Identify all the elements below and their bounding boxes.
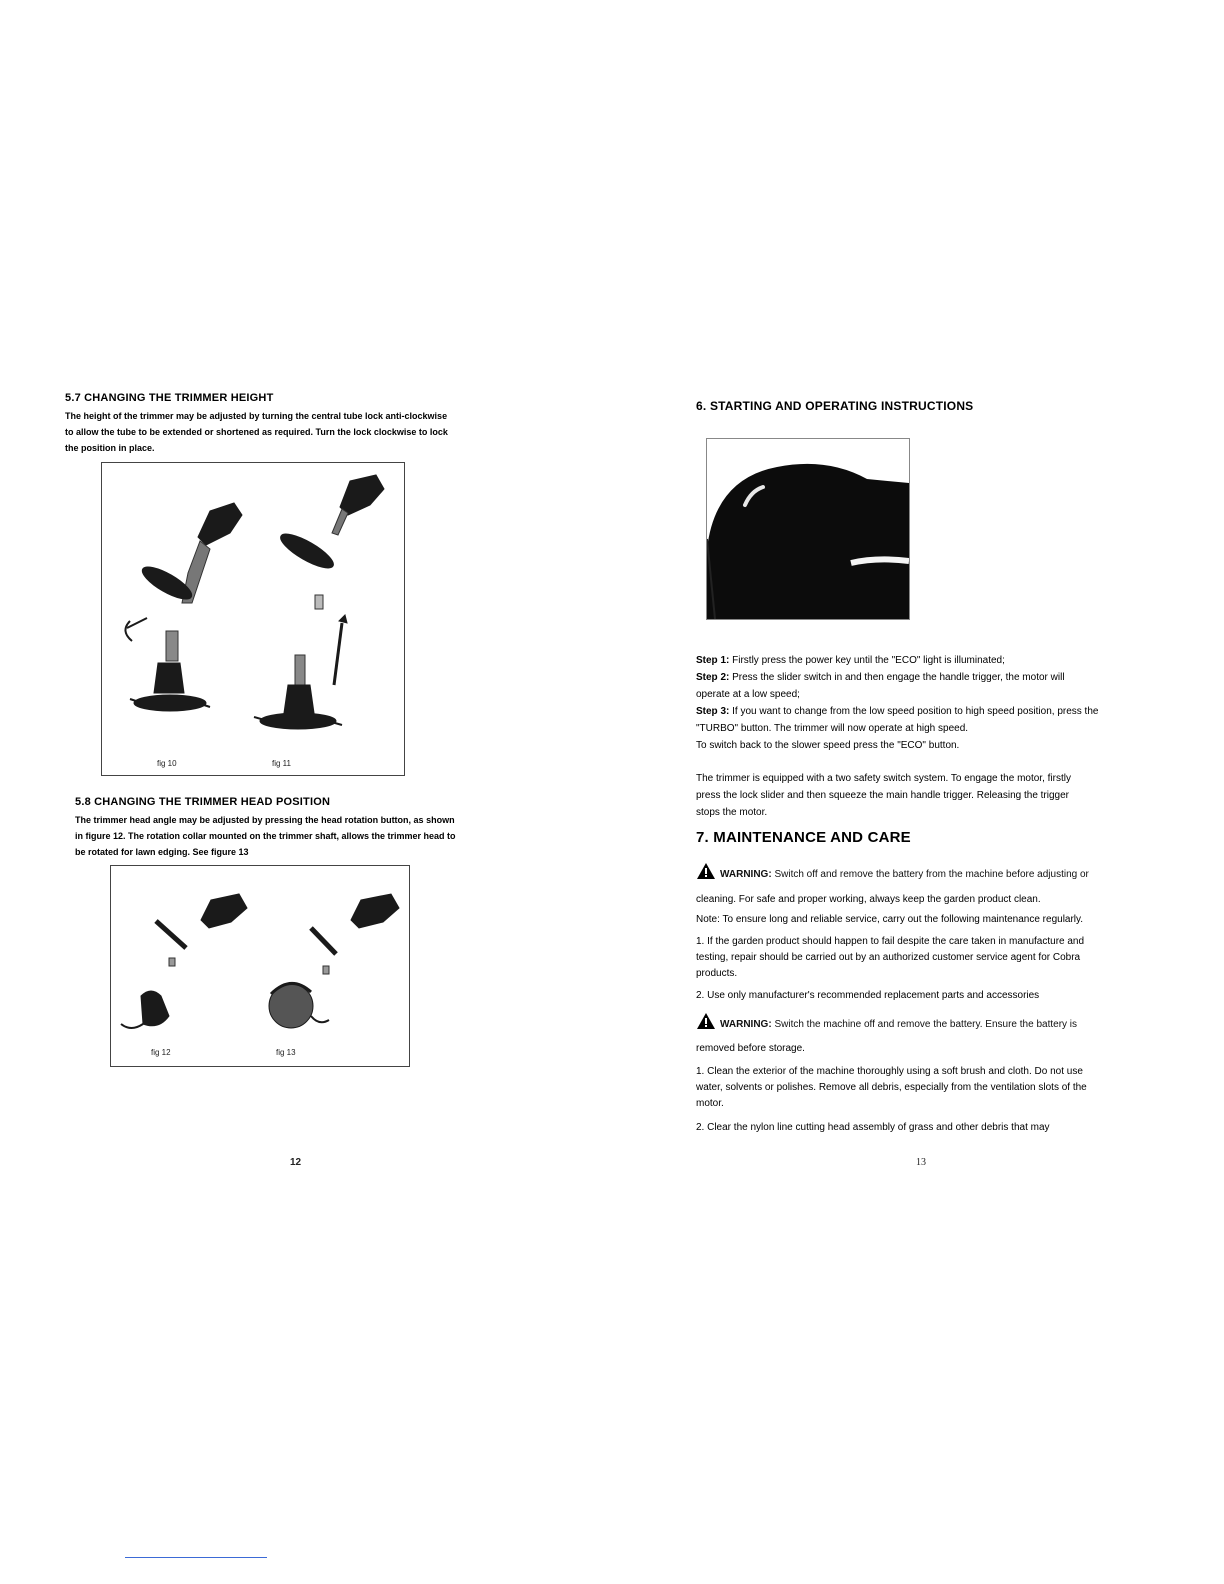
body-line: 1. Clean the exterior of the machine thoroughly using a soft brush and cloth. Do not use <box>696 1066 1083 1077</box>
operating-steps <box>696 652 1156 754</box>
warning-2-continued: removed before storage. <box>696 1043 805 1054</box>
trimmer-handle-closeup <box>707 439 909 619</box>
maintenance-item-2: 2. Use only manufacturer's recommended replacement parts and accessories <box>696 990 1040 1001</box>
section-7-title: 7. MAINTENANCE AND CARE <box>696 829 911 846</box>
body-line: water, solvents or polishes. Remove all debris, especially from the ventilation slots of the <box>696 1082 1087 1093</box>
step-line: To switch back to the slower speed press the "ECO" button. <box>696 740 960 751</box>
cleaning-item-2: 2. Clear the nylon line cutting head assembly of grass and other debris that may <box>696 1122 1050 1133</box>
section-6-title: 6. STARTING AND OPERATING INSTRUCTIONS <box>696 399 974 413</box>
body-line: 1. If the garden product should happen to fail despite the care taken in manufacture and <box>696 936 1085 947</box>
body-line: products. <box>696 968 738 979</box>
section-5-7-body <box>65 408 515 456</box>
trimmer-height-illustration <box>102 463 404 775</box>
left-page <box>0 0 600 1584</box>
step-line: Step 1: Firstly press the power key until the "ECO" light is illuminated; <box>696 655 1005 666</box>
body-line: to allow the tube to be extended or shortened as required. Turn the lock clockwise to lock <box>65 427 448 437</box>
body-line: in figure 12. The rotation collar mounted on the trimmer shaft, allows the trimmer head to <box>75 831 456 841</box>
note-line: Note: To ensure long and reliable service, carry out the following maintenance regularly. <box>696 914 1084 925</box>
trimmer-fig12 <box>121 894 247 1028</box>
section-5-8-body <box>75 812 515 860</box>
trimmer-fig10 <box>125 503 242 711</box>
body-line: motor. <box>696 1098 724 1109</box>
body-line: The trimmer is equipped with a two safety switch system. To engage the motor, firstly <box>696 773 1071 784</box>
warning-triangle-icon <box>696 862 716 887</box>
right-page <box>612 0 1224 1584</box>
warning-1-continued <box>696 890 1156 930</box>
body-line: The trimmer head angle may be adjusted by pressing the head rotation button, as shown <box>75 815 455 825</box>
fig-11-label: fig 11 <box>272 759 291 768</box>
trimmer-head-illustration <box>111 866 409 1066</box>
section-5-7-title: 5.7 CHANGING THE TRIMMER HEIGHT <box>65 392 274 404</box>
body-line: be rotated for lawn edging. See figure 13 <box>75 847 249 857</box>
step-line: Step 2: Press the slider switch in and then engage the handle trigger, the motor will <box>696 672 1065 683</box>
warning-1: WARNING: Switch off and remove the battery from the machine before adjusting or <box>696 862 1166 887</box>
step-line: "TURBO" button. The trimmer will now operate at high speed. <box>696 723 969 734</box>
body-line: cleaning. For safe and proper working, always keep the garden product clean. <box>696 894 1041 905</box>
figure-10-11 <box>101 462 405 776</box>
fig-12-label: fig 12 <box>151 1048 171 1057</box>
body-line: The height of the trimmer may be adjusted by turning the central tube lock anti-clockwise <box>65 411 448 421</box>
body-line: stops the motor. <box>696 807 768 818</box>
operating-photo <box>706 438 910 620</box>
maintenance-item-1 <box>696 934 1156 982</box>
warning-triangle-icon <box>696 1012 716 1037</box>
warning-2: WARNING: Switch the machine off and remove the battery. Ensure the battery is <box>696 1012 1166 1037</box>
section-5-8-title: 5.8 CHANGING THE TRIMMER HEAD POSITION <box>75 796 331 808</box>
scan-artifact-line <box>125 1557 267 1558</box>
fig-13-label: fig 13 <box>276 1048 296 1057</box>
trimmer-fig11 <box>254 475 384 729</box>
safety-switch-paragraph <box>696 770 1156 821</box>
fig-10-label: fig 10 <box>157 759 177 768</box>
body-line: the position in place. <box>65 443 155 453</box>
body-line: testing, repair should be carried out by an authorized customer service agent for Cobra <box>696 952 1081 963</box>
step-line: Step 3: If you want to change from the low speed position to high speed position, press the <box>696 706 1099 717</box>
body-line: press the lock slider and then squeeze the main handle trigger. Releasing the trigger <box>696 790 1070 801</box>
page-number-12: 12 <box>290 1157 302 1168</box>
figure-12-13 <box>110 865 410 1067</box>
step-line: operate at a low speed; <box>696 689 800 700</box>
cleaning-item-1 <box>696 1064 1156 1112</box>
trimmer-fig13 <box>269 894 399 1028</box>
page-number-13: 13 <box>916 1157 926 1168</box>
